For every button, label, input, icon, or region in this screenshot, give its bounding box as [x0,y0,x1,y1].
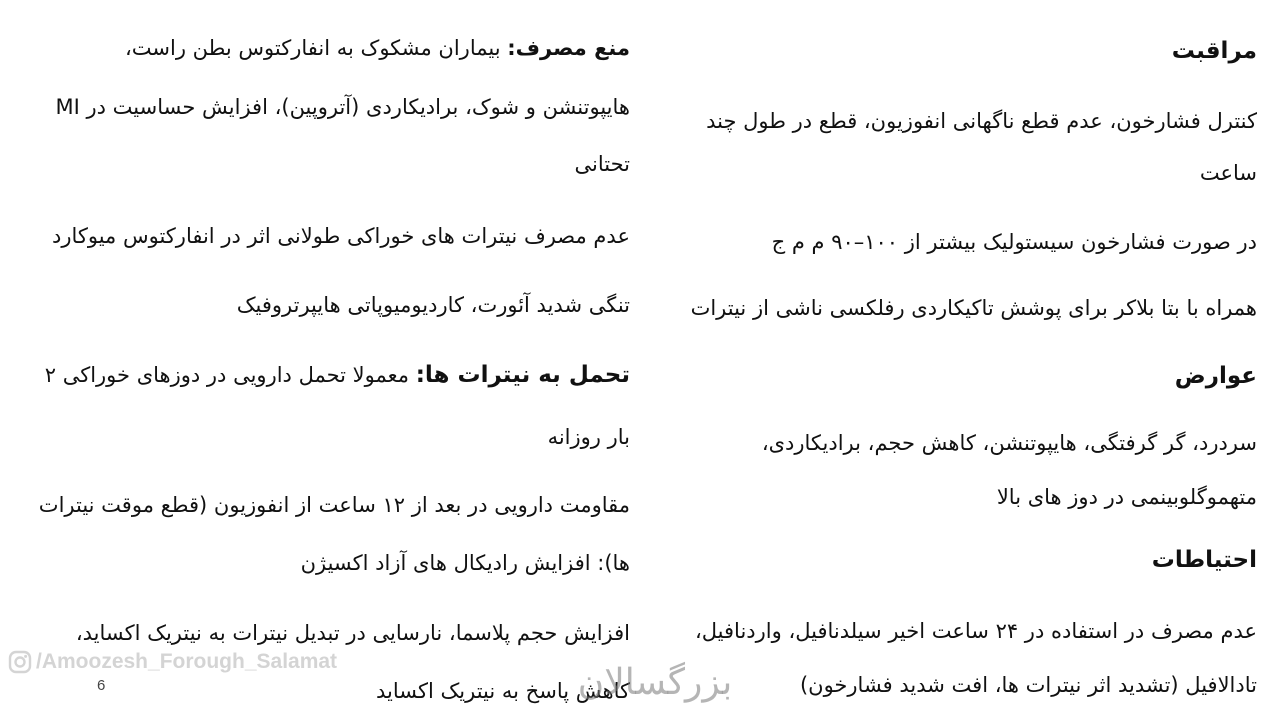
monitoring-line: در صورت فشارخون سیستولیک بیشتر از ۱۰۰–۹۰ م م ج [771,230,1257,254]
contraindication-text: بیماران مشکوک به انفارکتوس بطن راست، [125,36,508,60]
precautions-heading: احتیاطات [1151,547,1257,573]
contraindication-line: تنگی شدید آئورت، کاردیومیوپاتی هایپرتروفیک [236,293,630,317]
instagram-icon [8,650,32,674]
footer-brand: بزرگسالان [577,662,733,703]
watermark-text: /Amoozesh_Forough_Salamat [36,650,338,673]
contraindication-label: منع مصرف: [507,36,630,60]
contraindication-paragraph [30,33,630,63]
monitoring-heading: مراقبت [1171,38,1257,64]
tolerance-paragraph [30,360,630,390]
tolerance-label: تحمل به نیترات ها: [415,362,630,388]
precautions-line: تادالافیل (تشدید اثر نیترات ها، افت شدید فشارخون) [799,673,1257,697]
side-effects-line: سردرد، گر گرفتگی، هایپوتنشن، کاهش حجم، برادیکاردی، [761,431,1257,455]
right-column [672,0,1257,720]
watermark [8,650,337,674]
monitoring-line: ساعت [1199,161,1257,185]
tolerance-line: ها): افزایش رادیکال های آزاد اکسیژن [300,551,630,575]
contraindication-line: هایپوتنشن و شوک، برادیکاردی (آتروپین)، افزایش حساسیت در MI [55,95,630,119]
tolerance-line: افزایش حجم پلاسما، نارسایی در تبدیل نیترات به نیتریک اکساید، [75,621,630,645]
monitoring-line: همراه با بتا بلاکر برای پوشش تاکیکاردی رفلکسی ناشی از نیترات [690,296,1257,320]
side-effects-line: متهموگلوبینمی در دوز های بالا [996,485,1257,509]
monitoring-line: کنترل فشارخون، عدم قطع ناگهانی انفوزیون، قطع در طول چند [706,109,1257,133]
page-number: 6 [97,677,106,694]
precautions-line: عدم مصرف در استفاده در ۲۴ ساعت اخیر سیلدنافیل، واردنافیل، [695,619,1257,643]
contraindication-line: عدم مصرف نیترات های خوراکی طولانی اثر در انفارکتوس میوکارد [51,224,630,248]
left-column [30,0,630,720]
tolerance-line: مقاومت دارویی در بعد از ۱۲ ساعت از انفوزیون (قطع موقت نیترات [38,493,630,517]
tolerance-line: کاهش پاسخ به نیتریک اکساید [375,679,630,703]
contraindication-line: تحتانی [574,152,630,176]
tolerance-text: معمولا تحمل دارویی در دوزهای خوراکی ۲ [44,363,416,387]
side-effects-heading: عوارض [1174,363,1257,389]
tolerance-line: بار روزانه [547,425,630,449]
